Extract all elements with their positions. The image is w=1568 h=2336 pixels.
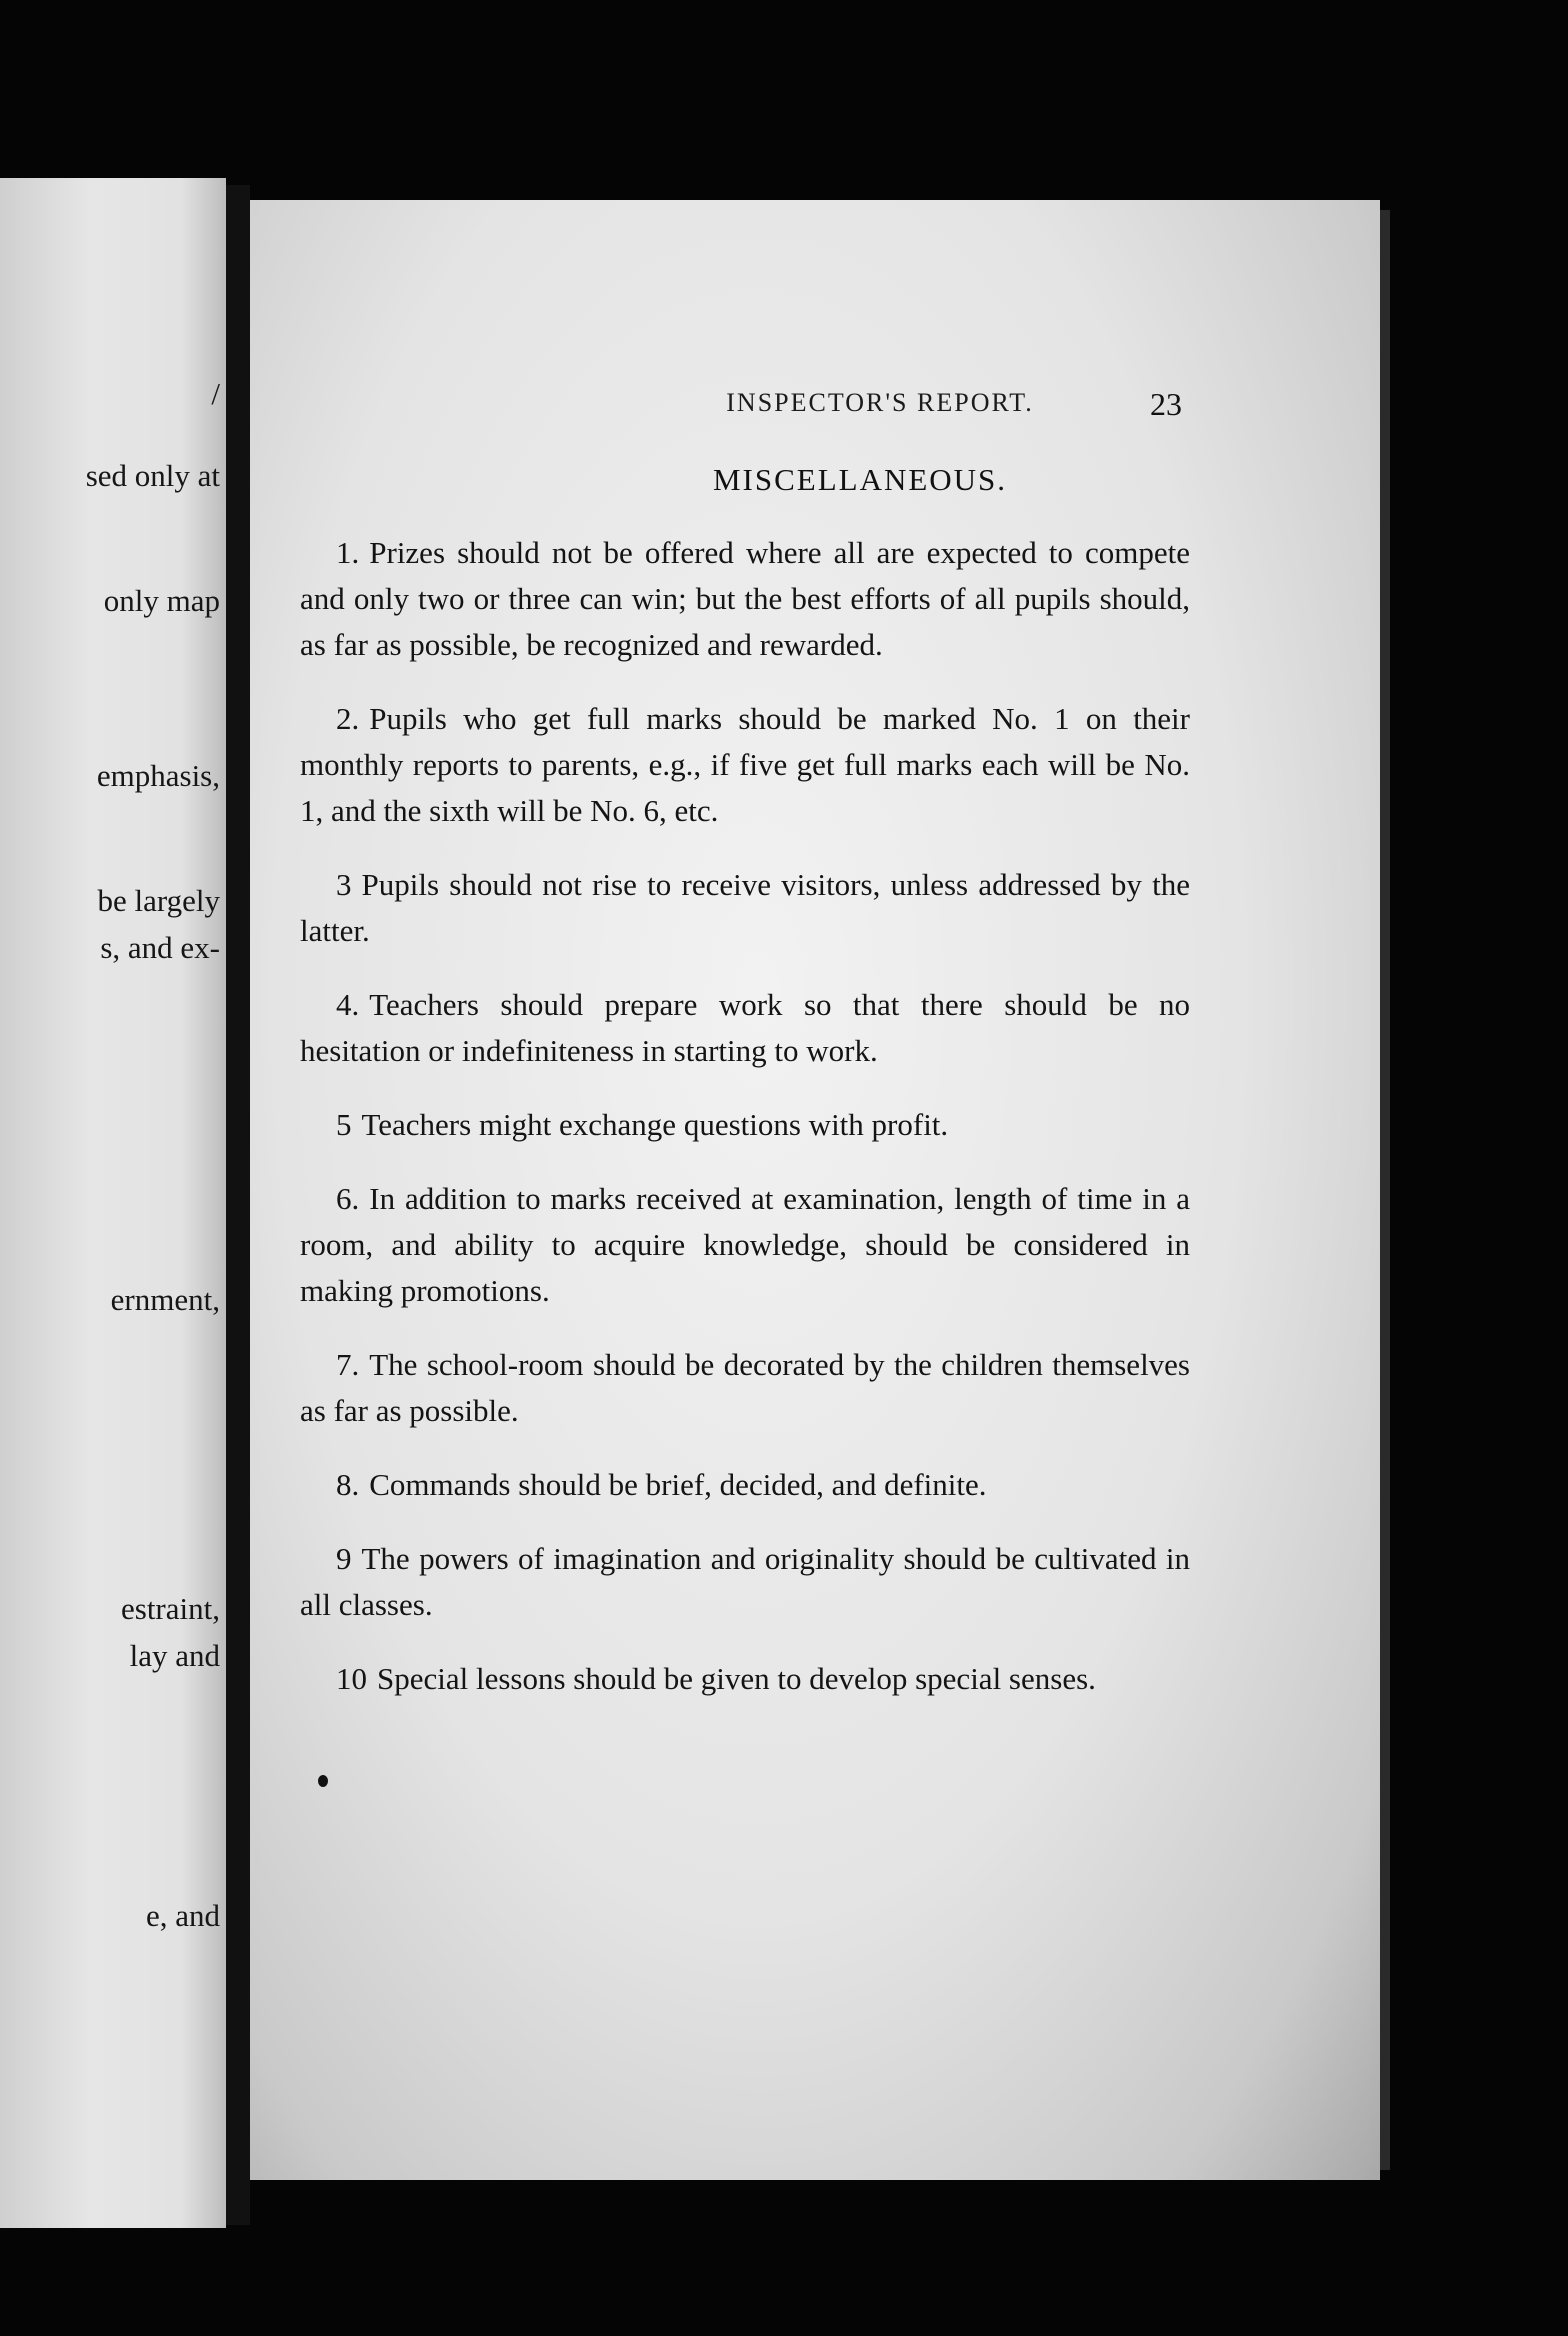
list-item	[300, 1176, 1190, 1314]
left-page-fragment: only map	[103, 583, 220, 618]
left-page-fragment: estraint,	[121, 1591, 220, 1626]
left-page-fragment: /	[211, 376, 220, 411]
list-item	[300, 982, 1190, 1074]
book-gutter	[226, 185, 250, 2225]
item-text: Commands should be brief, decided, and definite.	[369, 1467, 987, 1502]
left-page-fragment: emphasis,	[96, 758, 220, 793]
left-page-fragment: lay and	[129, 1638, 220, 1673]
left-page-fragment: ernment,	[110, 1282, 220, 1317]
item-number: 6.	[336, 1181, 360, 1216]
item-text: Pupils should not rise to receive visitors, unless addressed by the latter.	[300, 867, 1190, 948]
item-number: 10	[336, 1661, 367, 1696]
item-text: Prizes should not be offered where all are expected to compete and only two or three can win; but the best efforts of all pupils should, as far as possible, be recognized and rewarded.	[300, 535, 1190, 662]
item-number: 8.	[336, 1467, 360, 1502]
item-text: Teachers should prepare work so that there should be no hesitation or indefiniteness in starting to work.	[300, 987, 1190, 1068]
item-text: Teachers might exchange questions with profit.	[361, 1107, 949, 1142]
list-item	[300, 1536, 1190, 1628]
left-page-fragment: be largely	[97, 883, 220, 918]
running-head: INSPECTOR'S REPORT.	[726, 388, 1034, 417]
right-page	[250, 200, 1380, 2180]
list-item	[300, 530, 1190, 668]
list-item	[300, 1656, 1190, 1702]
left-page-fragment: e, and	[145, 1898, 220, 1933]
item-number: 7.	[336, 1347, 360, 1382]
section-title: MISCELLANEOUS.	[712, 462, 1008, 497]
item-number: 3	[336, 867, 352, 902]
item-text: The powers of imagination and originality should be cultivated in all classes.	[300, 1541, 1190, 1622]
item-number: 9	[336, 1541, 352, 1576]
item-number: 2.	[336, 701, 360, 736]
item-text: Pupils who get full marks should be marked No. 1 on their monthly reports to parents, e.g., if five get full marks each will be No. 1, and the sixth will be No. 6, etc.	[300, 701, 1190, 828]
page-edge-shadow	[1380, 210, 1390, 2170]
item-number: 1.	[336, 535, 360, 570]
list-item	[300, 696, 1190, 834]
list-item	[300, 1462, 1190, 1508]
left-page-fragment: sed only at	[85, 458, 220, 493]
left-page-fragment: s, and ex-	[100, 930, 220, 965]
item-text: Special lessons should be given to develop special senses.	[377, 1661, 1096, 1696]
item-text: The school-room should be decorated by the children themselves as far as possible.	[300, 1347, 1190, 1428]
item-number: 5	[336, 1107, 352, 1142]
list-item	[300, 1342, 1190, 1434]
ink-speck	[318, 1775, 328, 1787]
item-text: In addition to marks received at examination, length of time in a room, and ability to acquire knowledge, should be considered in making promotions.	[300, 1181, 1190, 1308]
item-list	[300, 530, 1190, 1730]
page-number: 23	[1150, 386, 1182, 422]
list-item	[300, 1102, 1190, 1148]
list-item	[300, 862, 1190, 954]
item-number: 4.	[336, 987, 360, 1022]
left-facing-page	[0, 178, 226, 2228]
